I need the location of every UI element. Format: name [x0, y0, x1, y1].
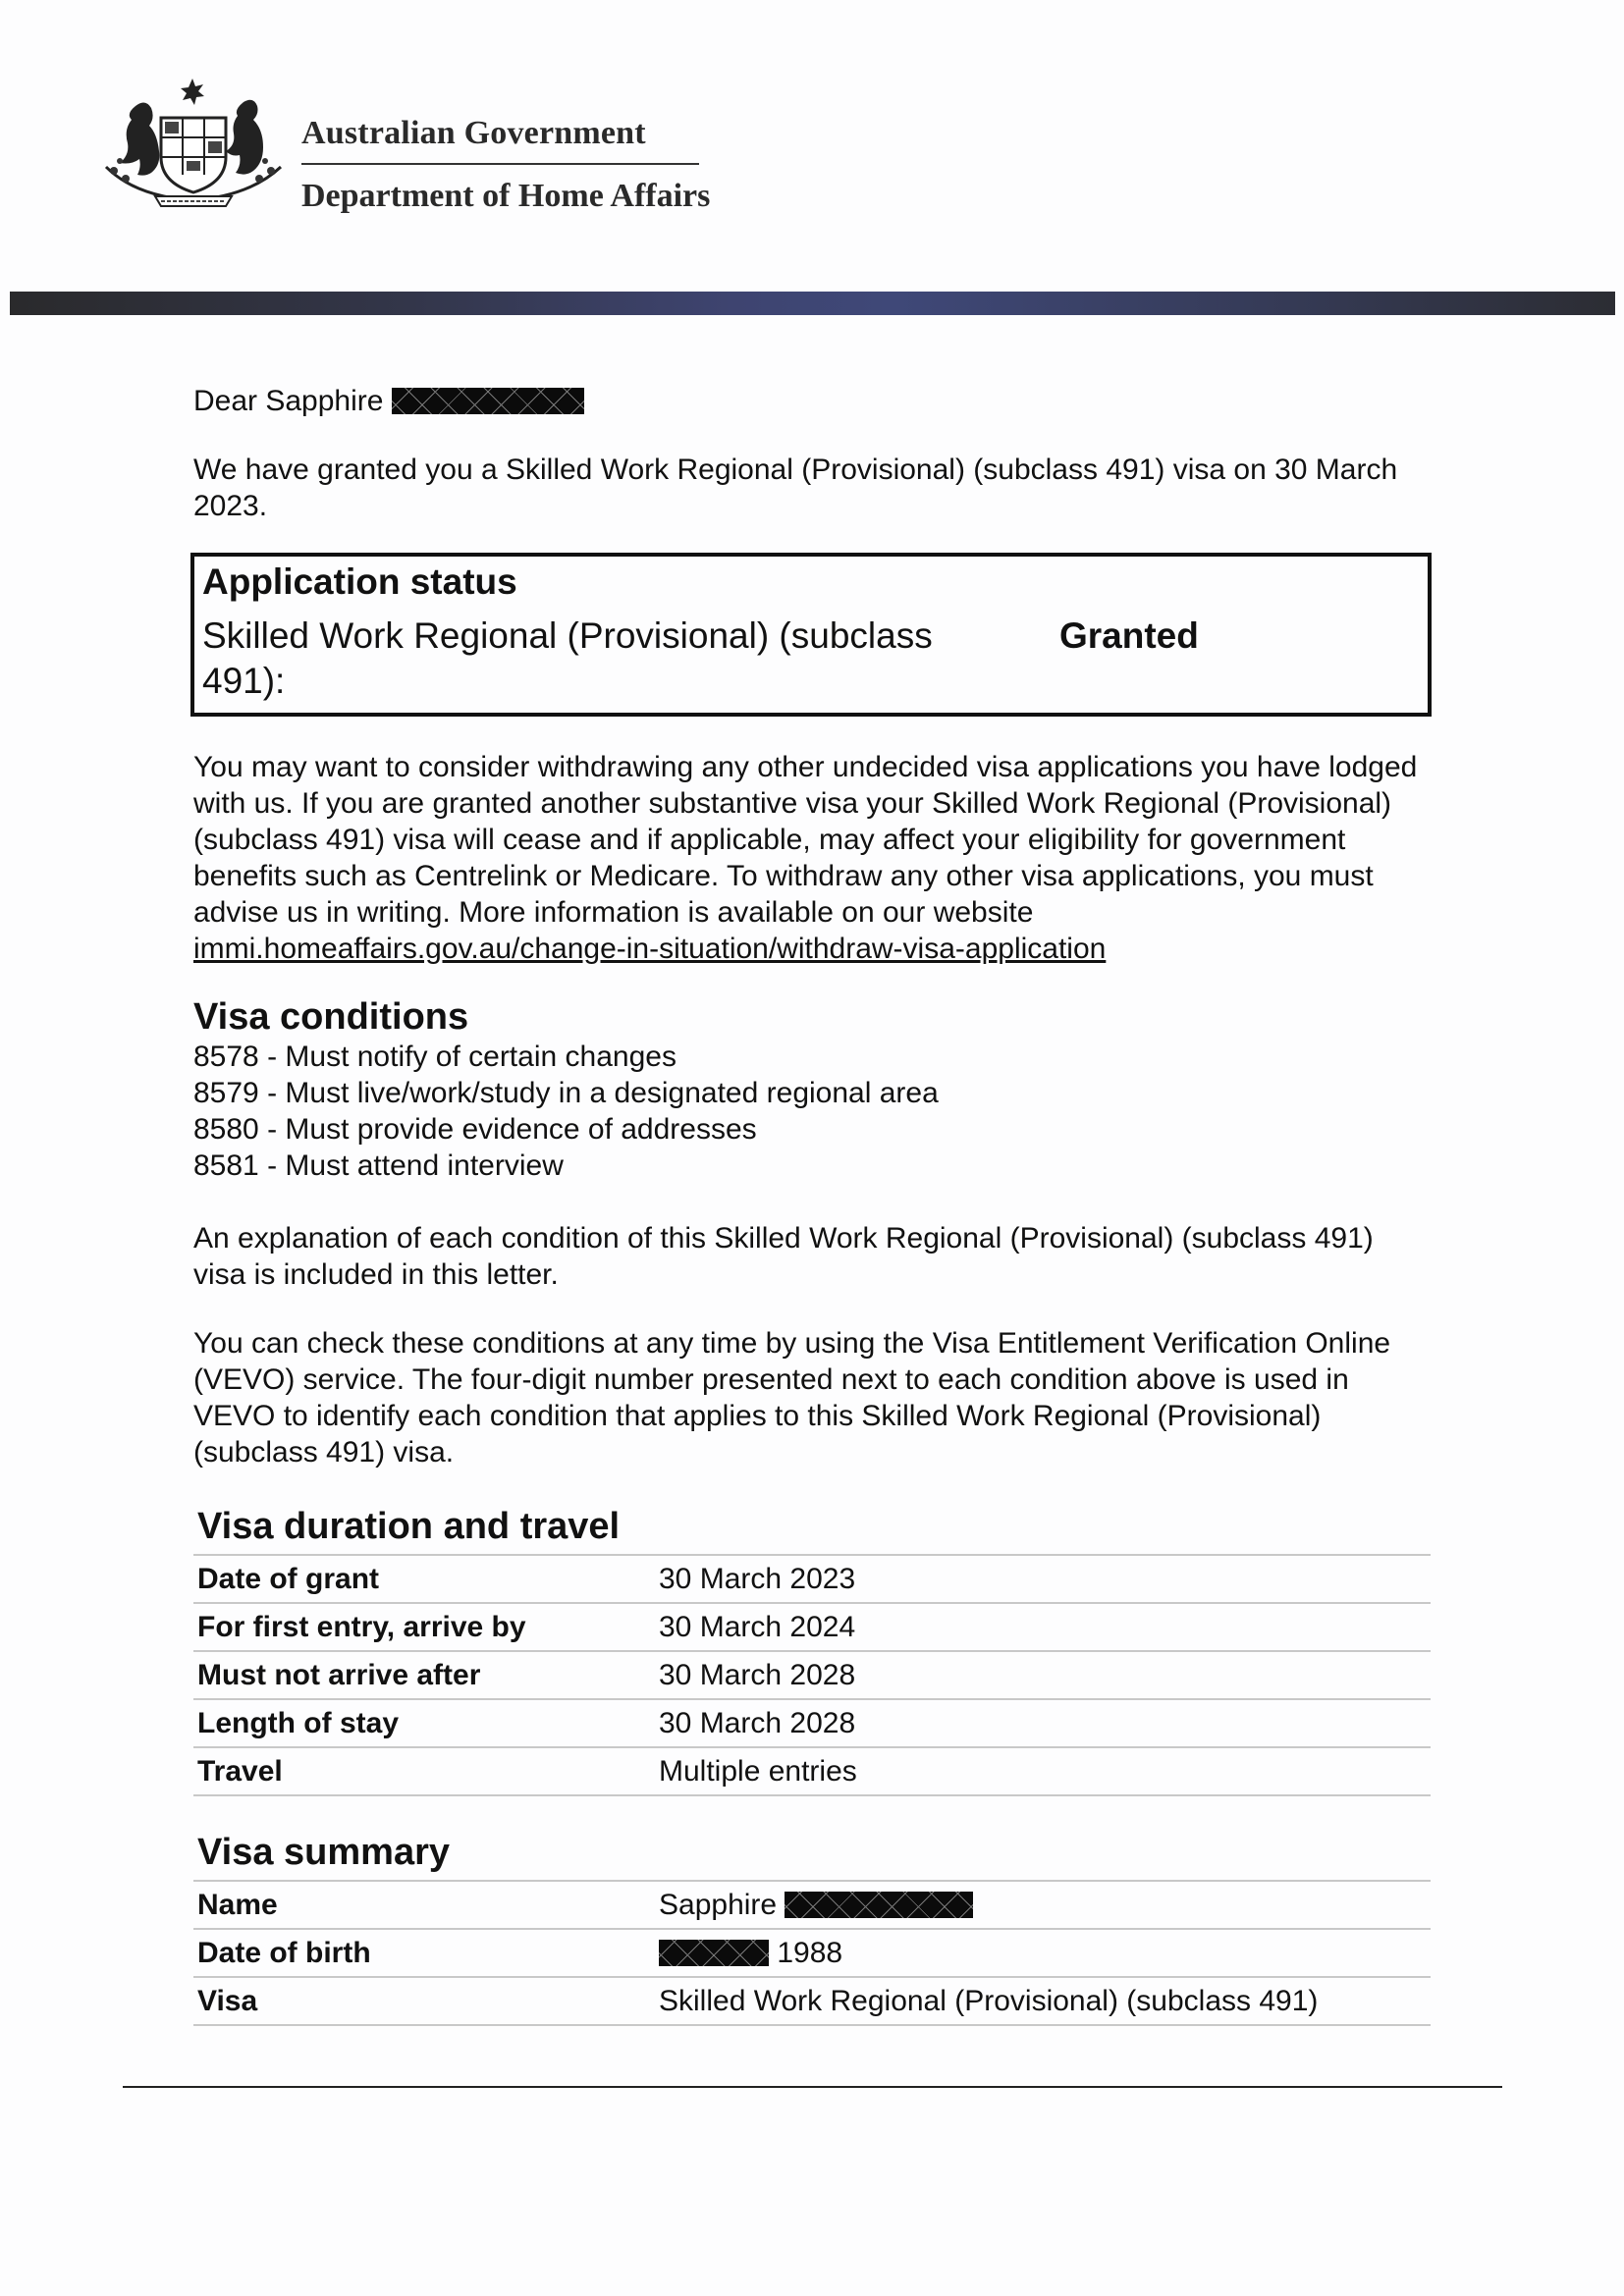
visa-duration-table: [193, 1554, 1431, 1796]
footer-divider: [123, 2086, 1502, 2088]
condition-item: 8579 - Must live/work/study in a designated regional area: [193, 1077, 939, 1109]
letterhead: [0, 0, 1624, 324]
header-banner: [10, 292, 1615, 315]
row-value: [655, 1881, 1431, 1929]
row-value: Skilled Work Regional (Provisional) (subclass 491): [655, 1977, 1431, 2025]
vevo-paragraph: You can check these conditions at any time by using the Visa Entitlement Verification Online (VEVO) service. The four-digit number presented next to each condition above is used in VEVO to identify each condition that applies to this Skilled Work Regional (Provisional) (subclass 491) visa.: [193, 1327, 1391, 1468]
redacted-birth-day-month: [659, 1940, 769, 1966]
letter-body: [193, 383, 1431, 2026]
table-row: [193, 1603, 1431, 1651]
condition-item: 8580 - Must provide evidence of addresses: [193, 1113, 757, 1146]
application-status-value: Granted: [1059, 615, 1199, 656]
visa-duration-heading: Visa duration and travel: [197, 1506, 621, 1547]
visa-conditions-heading: Visa conditions: [193, 996, 469, 1038]
birth-year: 1988: [777, 1936, 843, 1969]
row-value: 30 March 2028: [655, 1699, 1431, 1747]
row-label: For first entry, arrive by: [193, 1603, 655, 1651]
greeting-text: Dear Sapphire: [193, 385, 384, 417]
table-row: [193, 1555, 1431, 1603]
row-value: Multiple entries: [655, 1747, 1431, 1795]
withdraw-text: You may want to consider withdrawing any other undecided visa applications you have lodged with us. If you are granted another substantive visa your Skilled Work Regional (Provisional) (subclass 491) visa will cease and if applicable, may affect your eligibility for government benefits such as Centrelink or Medicare. To withdraw any other visa applications, you must advise us in writing. More information is available on our website: [193, 751, 1418, 929]
table-row: [193, 1881, 1431, 1929]
table-row: [193, 1977, 1431, 2025]
row-value: [655, 1929, 1431, 1977]
row-label: Visa: [193, 1977, 655, 2025]
name-value: Sapphire: [659, 1888, 778, 1921]
application-status-box: [190, 553, 1432, 717]
row-label: Must not arrive after: [193, 1651, 655, 1699]
application-status-title: Application status: [202, 561, 517, 602]
condition-item: 8581 - Must attend interview: [193, 1149, 564, 1182]
row-value: 30 March 2023: [655, 1555, 1431, 1603]
condition-item: 8578 - Must notify of certain changes: [193, 1041, 677, 1073]
visa-summary-table: [193, 1880, 1431, 2026]
row-label: Date of grant: [193, 1555, 655, 1603]
grant-sentence: We have granted you a Skilled Work Regional (Provisional) (subclass 491) visa on 30 March 2023.: [193, 454, 1398, 522]
table-row: [193, 1699, 1431, 1747]
row-value: 30 March 2028: [655, 1651, 1431, 1699]
coat-of-arms-logo: [96, 77, 291, 220]
government-name: Australian Government: [301, 115, 646, 151]
greeting: [193, 383, 1431, 419]
row-value: 30 March 2024: [655, 1603, 1431, 1651]
row-label: Length of stay: [193, 1699, 655, 1747]
withdraw-link[interactable]: immi.homeaffairs.gov.au/change-in-situation/withdraw-visa-application: [193, 933, 1107, 965]
visa-summary-heading: Visa summary: [197, 1832, 451, 1873]
row-label: Name: [193, 1881, 655, 1929]
application-status-visa: Skilled Work Regional (Provisional) (subclass 491):: [202, 615, 933, 701]
row-label: Date of birth: [193, 1929, 655, 1977]
explanation-paragraph: An explanation of each condition of this Skilled Work Regional (Provisional) (subclass 491) visa is included in this letter.: [193, 1222, 1374, 1291]
redacted-surname: [785, 1892, 973, 1918]
table-row: [193, 1747, 1431, 1795]
row-label: Travel: [193, 1747, 655, 1795]
header-divider: [301, 163, 699, 165]
department-name: Department of Home Affairs: [301, 178, 711, 214]
redacted-surname: [392, 388, 584, 414]
withdraw-paragraph: [193, 749, 1431, 967]
table-row: [193, 1929, 1431, 1977]
table-row: [193, 1651, 1431, 1699]
